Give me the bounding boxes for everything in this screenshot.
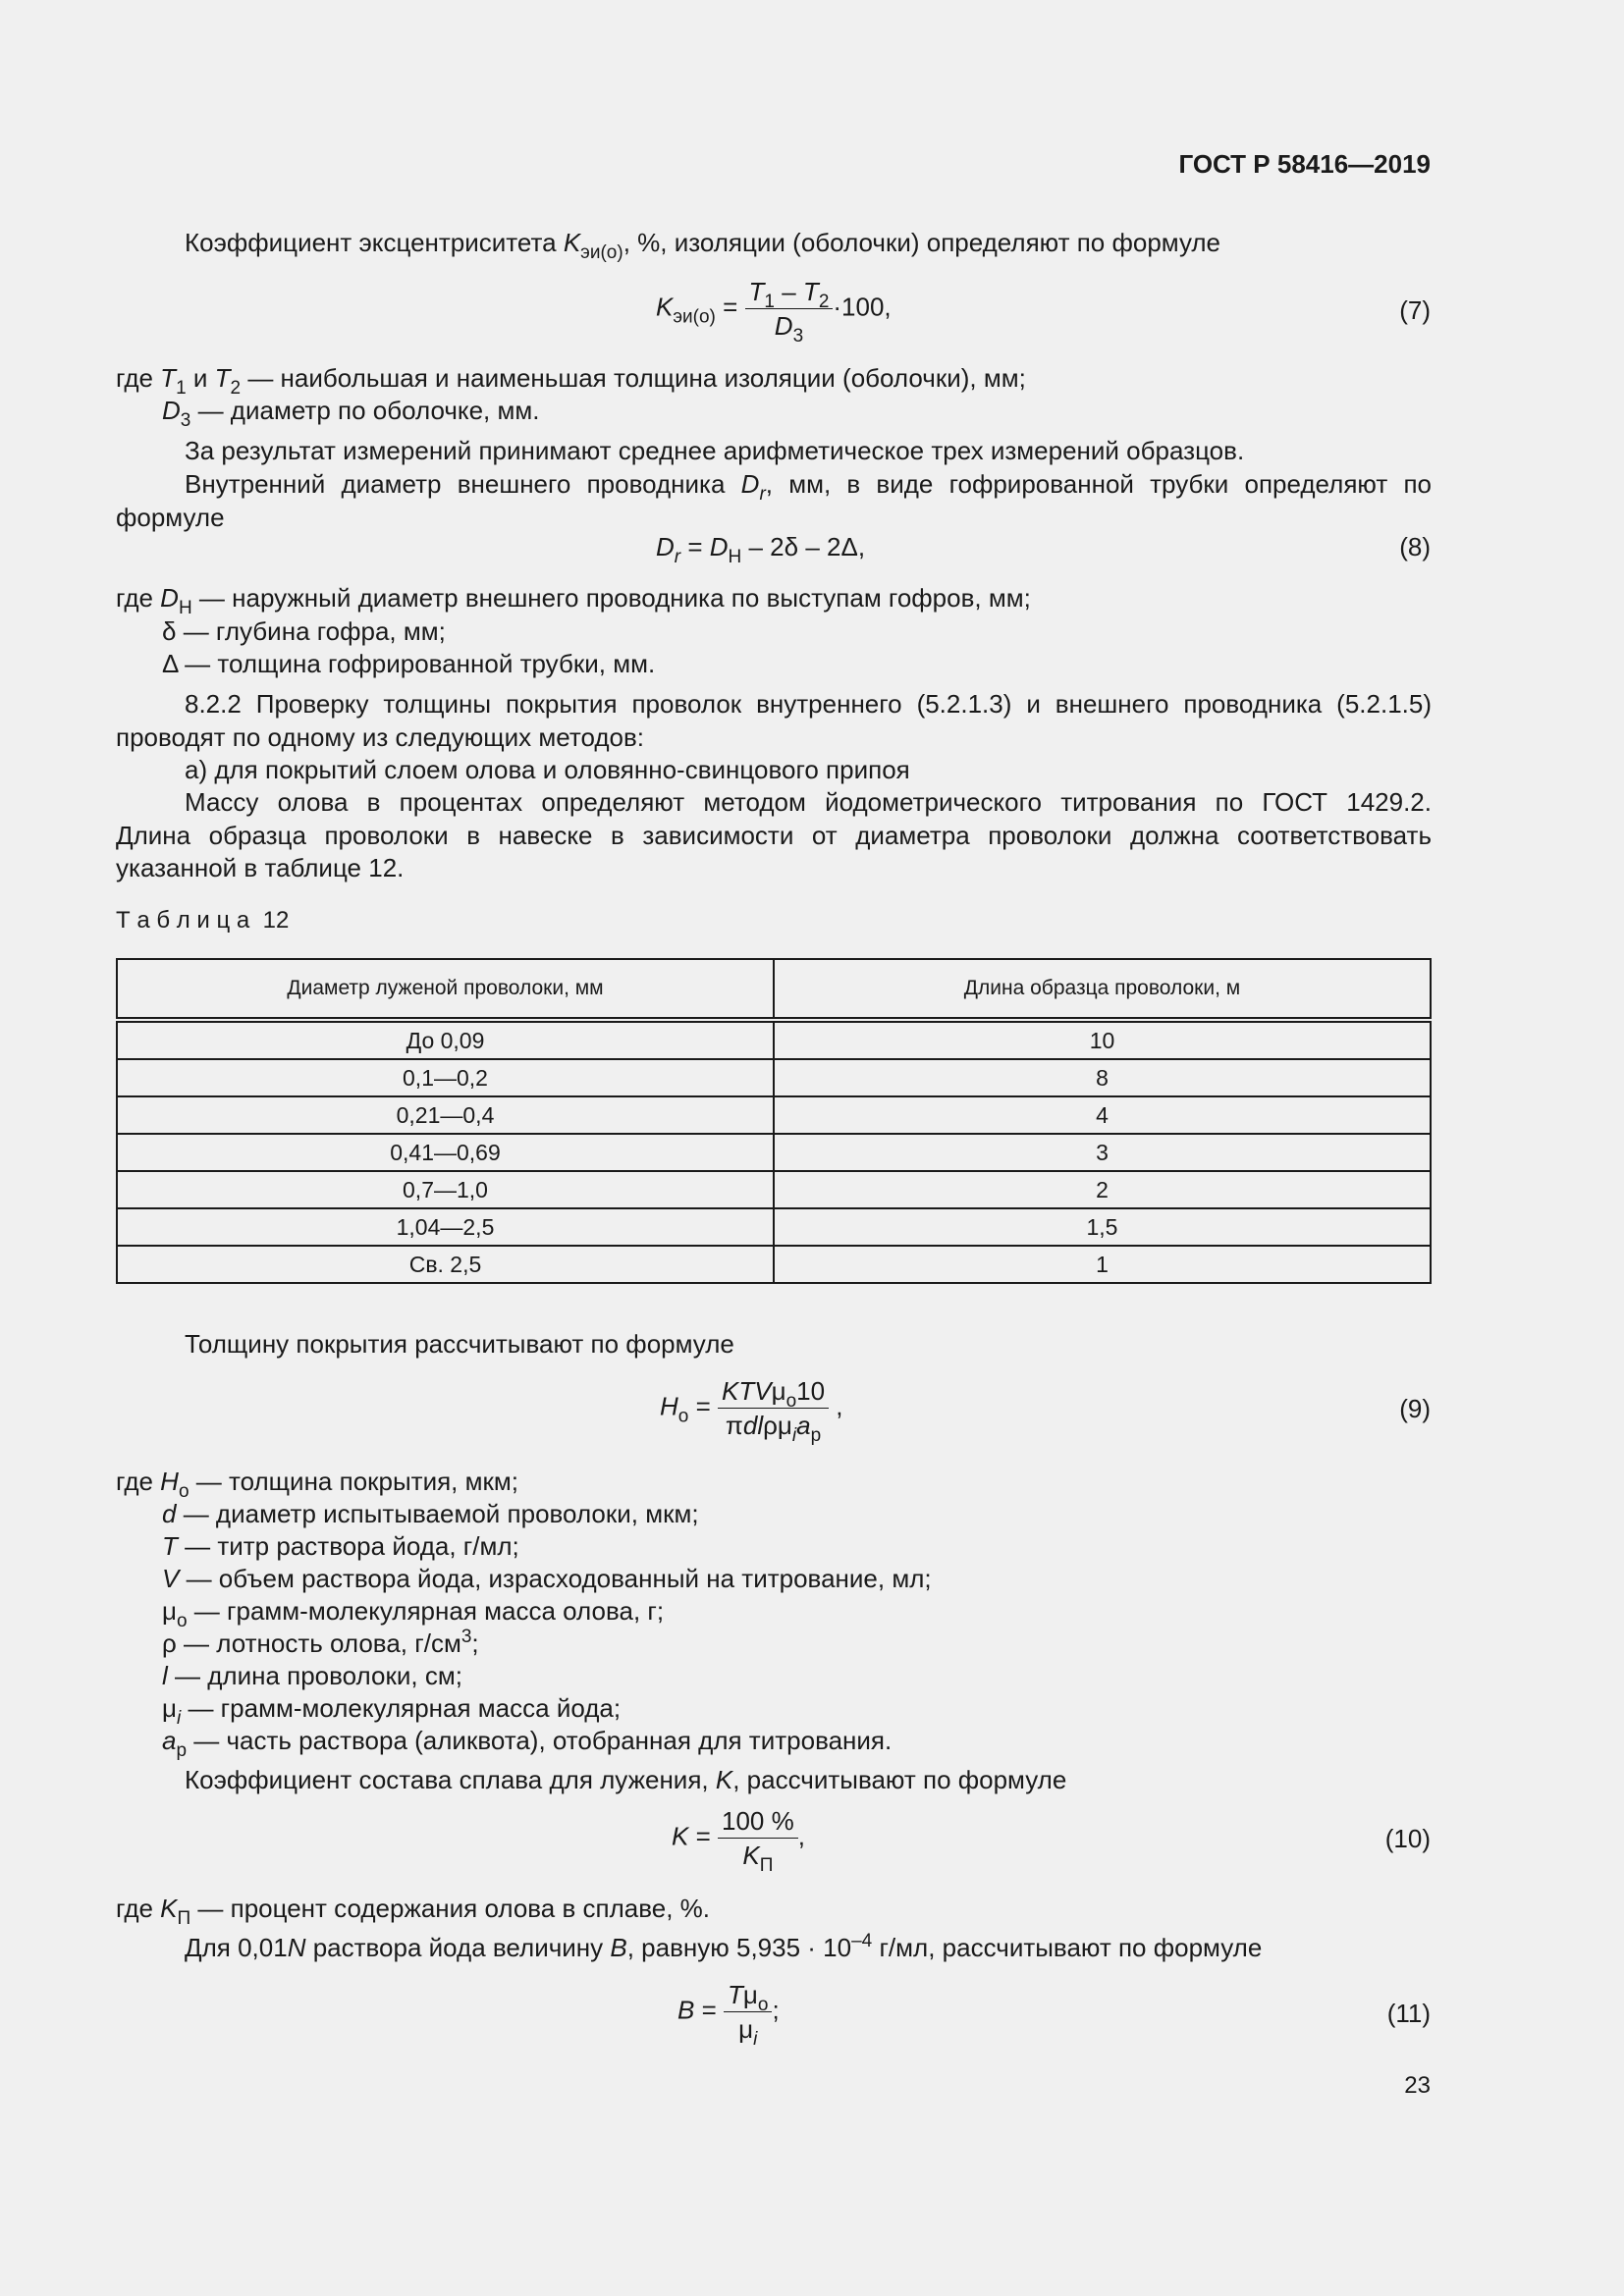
formula-10-number: (10)	[1384, 1824, 1431, 1853]
where-8-line-3: Δ — толщина гофрированной трубки, мм.	[162, 649, 656, 678]
table-cell: 0,21—0,4	[117, 1096, 774, 1134]
table-cell: 2	[774, 1171, 1431, 1208]
table-cell: 10	[774, 1020, 1431, 1059]
item-a: а) для покрытий слоем олова и оловянно-свинцового припоя	[185, 755, 910, 784]
formula-10: K = $\frac{100 \%}{K_П}$ ,	[672, 1806, 805, 1876]
para-average: За результат измерений принимают среднее арифметическое трех измерений образцов.	[185, 436, 1245, 465]
table-row	[117, 1059, 1431, 1096]
where-9-line-4: V — объем раствора йода, израсходованный на титрование, мл;	[162, 1564, 932, 1593]
table-cell: 0,7—1,0	[117, 1171, 774, 1208]
formula-7: $K_{эи(о)}$ = $\frac{T_1 - T_2}{D_3}$ ·100,	[656, 277, 892, 347]
where-9-line-8: $\mu_i$ — грамм-молекулярная масса йода;	[162, 1693, 622, 1729]
para-thickness: Толщину покрытия рассчитывают по формуле	[185, 1329, 734, 1359]
table-12-header-diameter: Диаметр луженой проволоки, мм	[117, 959, 774, 1020]
table-cell: 1	[774, 1246, 1431, 1283]
formula-9-fraction: $\frac{KTV\mu_о10}{\pi dl\rho\mu_ia_р}$	[718, 1376, 829, 1440]
intro-ecc-paragraph: Коэффициент эксцентриситета $K_{эи(о)}$, %, изоляции (оболочки) определяют по формуле	[185, 228, 1221, 263]
where-9-line-3: T — титр раствора йода, г/мл;	[162, 1531, 519, 1561]
table-cell: 1,04—2,5	[117, 1208, 774, 1246]
para-mass-line-2: Длина образца проволоки в навеске в зависимости от диаметра проволоки должна соответствовать	[116, 821, 1432, 850]
where-9-line-5: $\mu_о$ — грамм-молекулярная масса олова, г;	[162, 1596, 665, 1631]
where-8-line-2: δ — глубина гофра, мм;	[162, 616, 446, 646]
table-row	[117, 1246, 1431, 1283]
formula-9: $H_о$ = $\frac{KTV\mu_о10}{\pi dl\rho\mu_ia_р}$ ,	[660, 1376, 843, 1446]
table-cell: 1,5	[774, 1208, 1431, 1246]
where-9-line-2: d — диаметр испытываемой проволоки, мкм;	[162, 1499, 699, 1528]
para-inner-line-2: формуле	[116, 503, 225, 532]
formula-9-number: (9)	[1399, 1394, 1431, 1423]
where-9-line-1: где $H_о$ — толщина покрытия, мкм;	[116, 1467, 518, 1502]
where-9-line-6: ρ — лотность олова, $г/см^3$;	[162, 1627, 479, 1658]
where-7-line-2: $D_3$ — диаметр по оболочке, мм.	[162, 396, 540, 431]
formula-10-fraction: $\frac{100 \%}{K_П}$	[718, 1806, 798, 1870]
where-9-line-7: l — длина проволоки, см;	[162, 1661, 462, 1690]
para-822-line-1: 8.2.2 Проверку толщины покрытия проволок внутреннего (5.2.1.3) и внешнего проводника (5.2.1.5)	[185, 689, 1432, 719]
table-12-caption: Т а б л и ц а 12	[116, 907, 290, 934]
table-row	[117, 1134, 1431, 1171]
table-row	[117, 1020, 1431, 1059]
para-inner-line-1: Внутренний диаметр внешнего проводника $D_r$, мм, в виде гофрированной трубки определяют по	[185, 469, 1432, 505]
table-12	[116, 958, 1432, 1284]
para-coefficient: Коэффициент состава сплава для лужения, K, рассчитывают по формуле	[185, 1765, 1067, 1794]
table-row	[117, 1171, 1431, 1208]
table-row	[117, 1096, 1431, 1134]
table-cell: 0,41—0,69	[117, 1134, 774, 1171]
table-row	[117, 1208, 1431, 1246]
table-cell: 0,1—0,2	[117, 1059, 774, 1096]
formula-8: $D_r = D_Н - 2\delta - 2\Delta$,	[656, 532, 866, 567]
formula-11: B = $\frac{T\mu_о}{\mu_i}$ ;	[677, 1980, 780, 2050]
table-cell: До 0,09	[117, 1020, 774, 1059]
formula-7-number: (7)	[1399, 295, 1431, 325]
where-8-line-1: где $D_Н$ — наружный диаметр внешнего проводника по выступам гофров, мм;	[116, 583, 1031, 618]
table-cell: 3	[774, 1134, 1431, 1171]
table-12-header-length: Длина образца проволоки, м	[774, 959, 1431, 1020]
formula-11-fraction: $\frac{T\mu_о}{\mu_i}$	[724, 1980, 772, 2044]
doc-code: ГОСТ Р 58416—2019	[1178, 149, 1431, 179]
where-7-line-1: где $T_1$ и $T_2$ — наибольшая и наименьшая толщина изоляции (оболочки), мм;	[116, 363, 1026, 399]
table-cell: 8	[774, 1059, 1431, 1096]
formula-11-number: (11)	[1386, 1999, 1431, 2028]
where-9-line-9: $a_р$ — часть раствора (аликвота), отобранная для титрования.	[162, 1726, 893, 1761]
para-mass-line-3: указанной в таблице 12.	[116, 853, 405, 882]
para-822-line-2: проводят по одному из следующих методов:	[116, 722, 645, 752]
table-cell: Св. 2,5	[117, 1246, 774, 1283]
page-number: 23	[1404, 2072, 1431, 2099]
formula-8-number: (8)	[1399, 532, 1431, 561]
table-cell: 4	[774, 1096, 1431, 1134]
formula-7-fraction: $\frac{T_1 - T_2}{D_3}$	[745, 277, 834, 341]
para-b-value: Для 0,01N раствора йода величину B, равную $5,935 \cdot 10^{-4}$ г/мл, рассчитывают по формуле	[185, 1931, 1263, 1962]
para-mass-line-1: Массу олова в процентах определяют методом йодометрического титрования по ГОСТ 1429.2.	[185, 787, 1432, 817]
where-10: где $K_П$ — процент содержания олова в сплаве, %.	[116, 1894, 711, 1929]
